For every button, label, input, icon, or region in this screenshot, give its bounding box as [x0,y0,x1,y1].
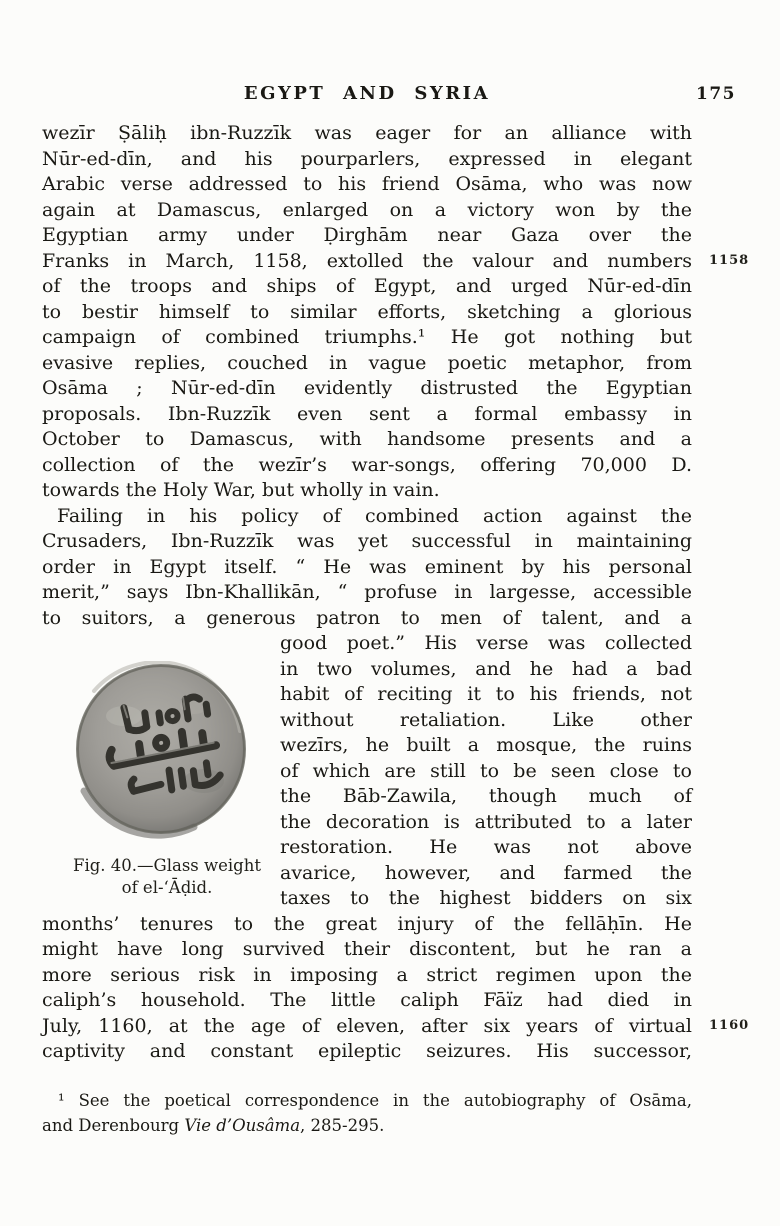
text-line: Nūr-ed-dīn, and his pourparlers, expressed in elegant [42,147,692,170]
text-line: again at Damascus, enlarged on a victory won by the [42,198,692,221]
paragraph-1 [42,121,692,504]
text-line: order in Egypt itself. “ He was eminent by his personal [42,555,692,578]
text-line: Egyptian army under Ḍirghām near Gaza over the [42,224,692,246]
page-title: EGYPT AND SYRIA [243,83,491,104]
paragraph-2-top [42,504,692,632]
text-line: merit,” says Ibn-Khallikān, “ profuse in largesse, accessible [42,581,692,603]
text-line: habit of reciting it to his friends, not [280,683,692,705]
text-line: more serious risk in imposing a strict regimen upon the [42,963,692,986]
text-line: caliph’s household. The little caliph Fāïz had died in [42,989,692,1011]
footnote-line-2 [42,1113,692,1138]
figure-caption [48,855,286,899]
text-line: Osāma ; Nūr-ed-dīn evidently distrusted the Egyptian [42,377,692,399]
text-line: of the troops and ships of Egypt, and urged Nūr-ed-dīn [42,275,692,297]
paragraph-2-wrapped [280,631,692,912]
text-line: without retaliation. Like other [280,708,692,731]
text-line: collection of the wezīr’s war-songs, offering 70,000 D. [42,453,692,476]
text-line: taxes to the highest bidders on six [280,887,692,909]
text-line: avarice, however, and farmed the [280,861,692,884]
running-header [42,83,736,107]
text-line: to suitors, a generous patron to men of talent, and a [42,606,692,629]
text-line: captivity and constant epileptic seizures. His successor, [42,1040,692,1062]
text-line: wezīr Ṣāliḥ ibn-Ruzzīk was eager for an alliance with [42,122,692,144]
margin-year-1160: 1160 [709,1018,750,1033]
text-line: July, 1160, at the age of eleven, after six years of virtual [42,1014,692,1037]
figure-caption-line-1: Fig. 40.—Glass weight [73,856,261,875]
text-line: restoration. He was not above [280,836,692,858]
glass-weight-photo [44,661,278,841]
text-line: towards the Holy War, but wholly in vain. [42,479,440,501]
text-line: in two volumes, and he had a bad [280,657,692,680]
margin-year-1158: 1158 [709,253,750,268]
text-line: Crusaders, Ibn-Ruzzīk was yet successful in maintaining [42,530,692,552]
text-line: might have long survived their discontent, but he ran a [42,938,692,960]
page-number: 175 [696,84,736,104]
footnote-citation-italic: Vie d’Ousâma [184,1116,301,1135]
text-line: evasive replies, couched in vague poetic metaphor, from [42,351,692,374]
text-line: good poet.” His verse was collected [280,632,692,654]
text-line: Failing in his policy of combined action against the [57,504,692,527]
figure-caption-line-2: of el-‘Āḍid. [121,878,213,897]
text-line: months’ tenures to the great injury of the fellāḥīn. He [42,912,692,935]
footnote-text-end: , 285-295. [300,1116,385,1135]
text-line: the decoration is attributed to a later [280,810,692,833]
text-line: the Bāb-Zawila, though much of [280,785,692,807]
paragraph-2-bottom [42,912,692,1065]
text-line: Arabic verse addressed to his friend Osāma, who was now [42,173,692,195]
footnote [42,1088,692,1138]
text-line: October to Damascus, with handsome presents and a [42,428,692,450]
text-line: of which are still to be seen close to [280,759,692,782]
main-text [42,121,692,1065]
text-line: wezīrs, he built a mosque, the ruins [280,734,692,756]
figure-and-wrapped-text [42,631,692,912]
footnote-text-start: and Derenbourg [42,1116,185,1135]
text-line: to bestir himself to similar efforts, sketching a glorious [42,300,692,323]
text-line: proposals. Ibn-Ruzzīk even sent a formal embassy in [42,402,692,425]
text-line: campaign of combined triumphs.¹ He got nothing but [42,326,692,348]
text-line: Franks in March, 1158, extolled the valour and numbers [42,249,692,272]
figure-block [42,631,280,911]
footnote-line-1: ¹ See the poetical correspondence in the autobiography of Osāma, [58,1091,692,1110]
